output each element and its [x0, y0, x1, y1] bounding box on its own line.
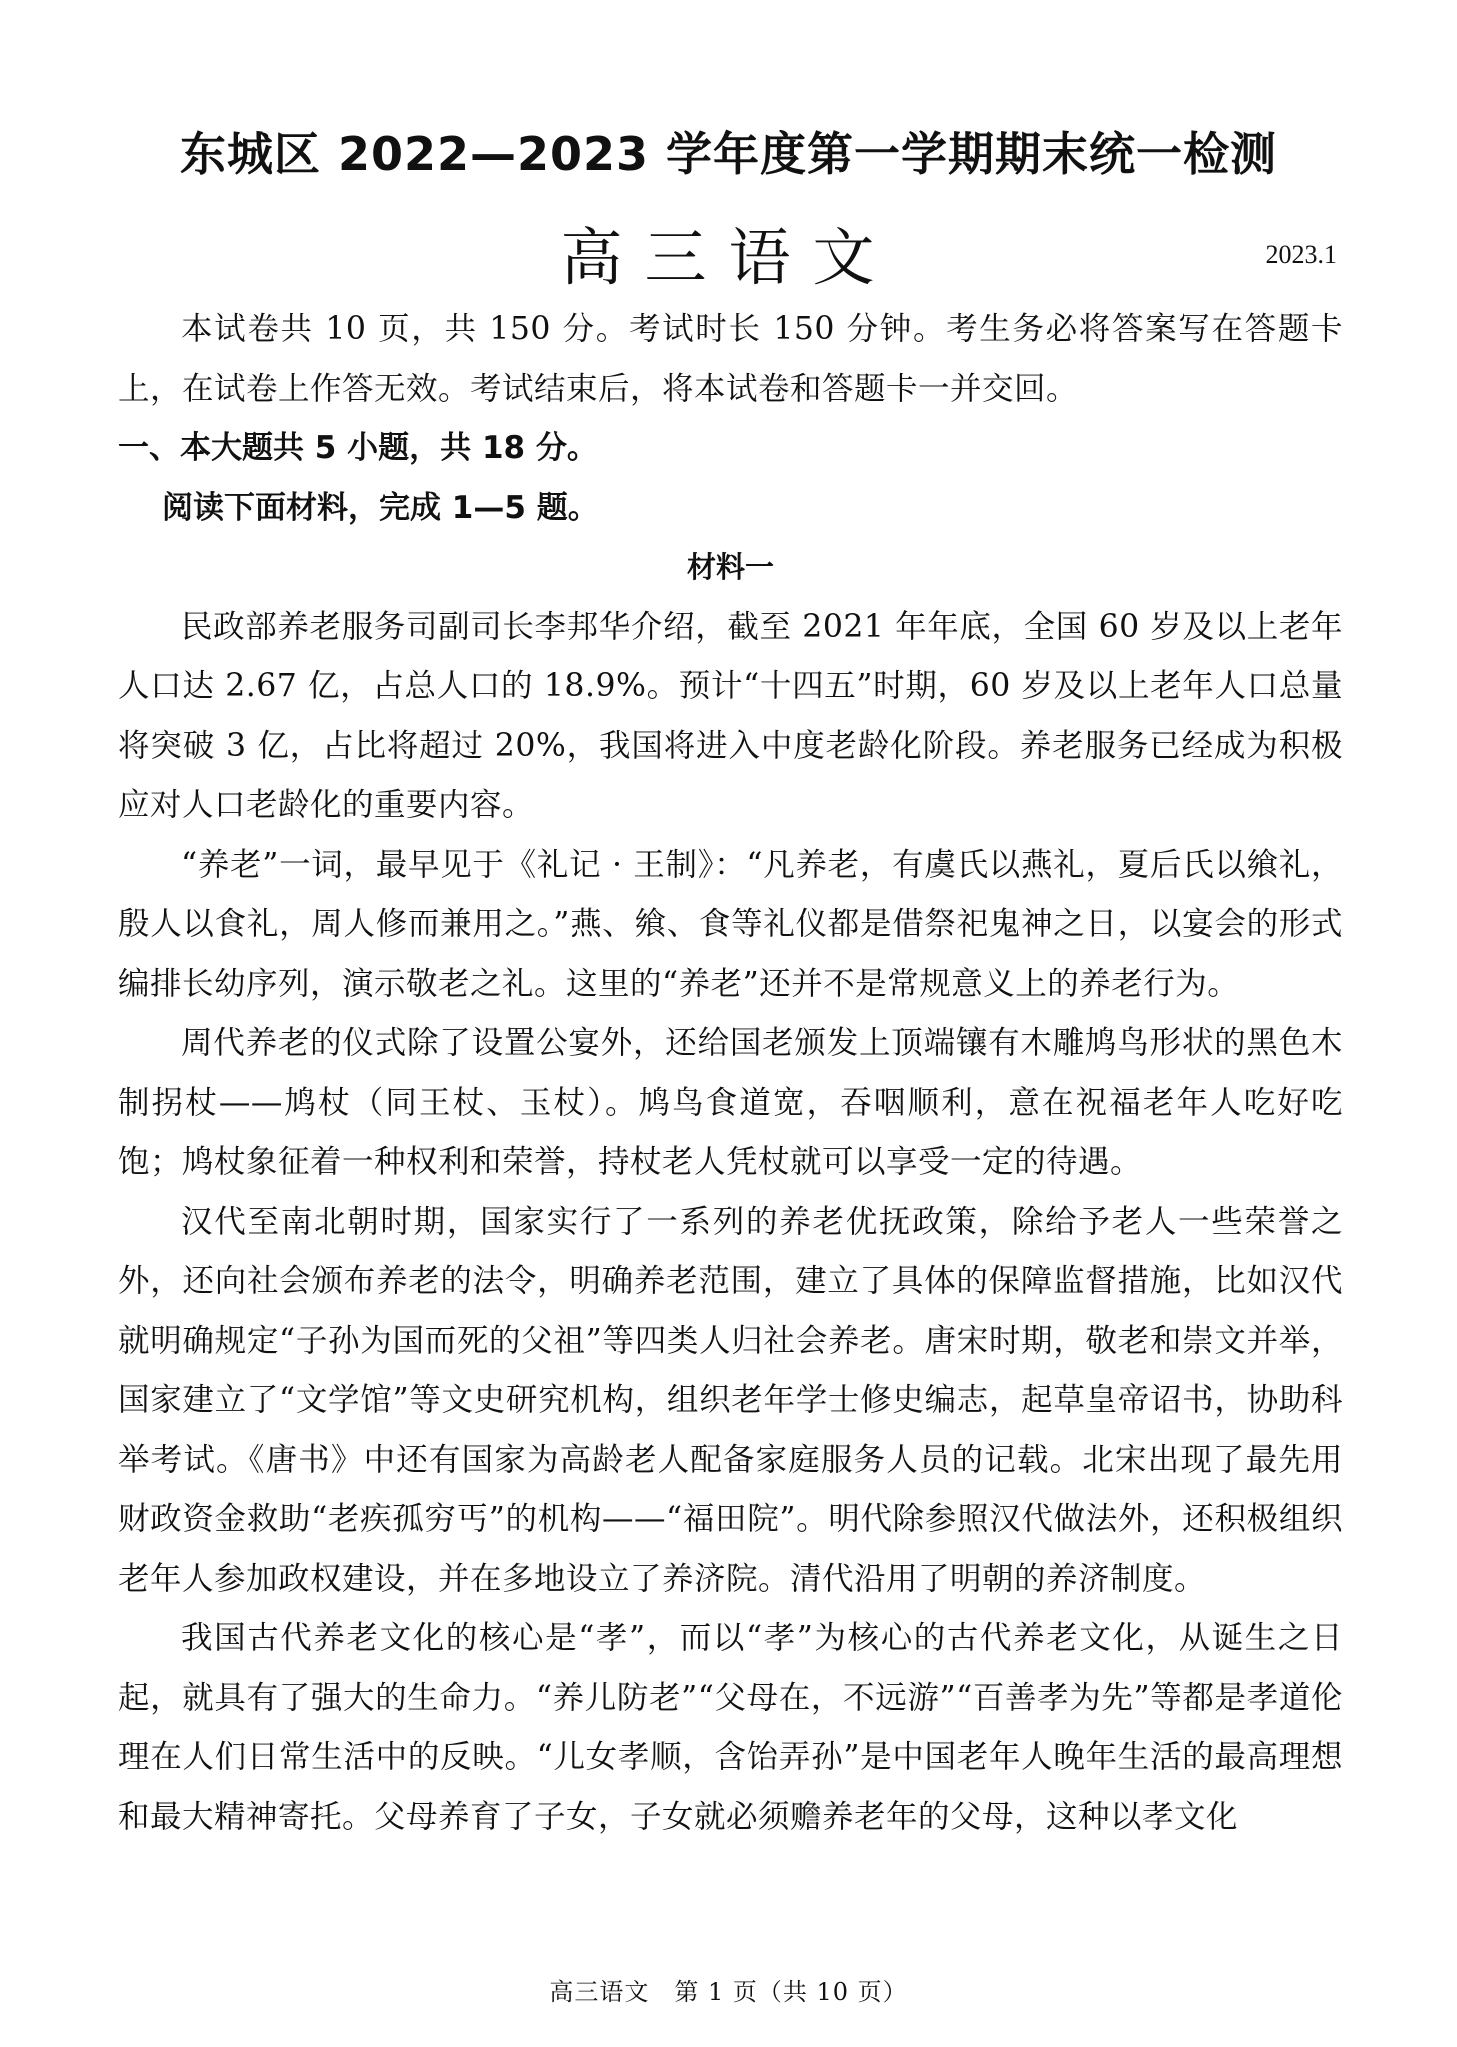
- material-title: 材料一: [686, 550, 774, 584]
- material-paragraph-3: 周代养老的仪式除了设置公宴外，还给国老颁发上顶端镶有木雕鸠鸟形状的黑色木制拐杖——鸠杖（同王杖、玉杖）。鸠鸟食道宽，吞咽顺利，意在祝福老年人吃好吃饱；鸠杖象征着一种权利和荣誉，持杖老人凭杖就可以享受一定的待遇。: [118, 1025, 1343, 1180]
- exam-body: [118, 300, 1343, 1847]
- material-paragraph-4: 汉代至南北朝时期，国家实行了一系列的养老优抚政策，除给予老人一些荣誉之外，还向社会颁布养老的法令，明确养老范围，建立了具体的保障监督措施，比如汉代就明确规定“子孙为国而死的父祖”等四类人归社会养老。唐宋时期，敬老和崇文并举，国家建立了“文学馆”等文史研究机构，组织老年学士修史编志，起草皇帝诏书，协助科举考试。《唐书》中还有国家为高龄老人配备家庭服务人员的记载。北宋出现了最先用财政资金救助“老疾孤穷丐”的机构——“福田院”。明代除参照汉代做法外，还积极组织老年人参加政权建设，并在多地设立了养济院。清代沿用了明朝的养济制度。: [118, 1203, 1343, 1597]
- material-paragraph-5: 我国古代养老文化的核心是“孝”，而以“孝”为核心的古代养老文化，从诞生之日起，就具有了强大的生命力。“养儿防老”“父母在，不远游”“百善孝为先”等都是孝道伦理在人们日常生活中的反映。“儿女孝顺，含饴弄孙”是中国老年人晚年生活的最高理想和最大精神寄托。父母养育了子女，子女就必须赡养老年的父母，这种以孝文化: [118, 1620, 1343, 1835]
- section-heading: 一、本大题共 5 小题，共 18 分。: [118, 430, 598, 466]
- material-paragraph-2: “养老”一词，最早见于《礼记 · 王制》：“凡养老，有虞氏以燕礼，夏后氏以飨礼，殷人以食礼，周人修而兼用之。”燕、飨、食等礼仪都是借祭祀鬼神之日，以宴会的形式编排长幼序列，演示敬老之礼。这里的“养老”还并不是常规意义上的养老行为。: [118, 846, 1343, 1002]
- exam-notice: 本试卷共 10 页，共 150 分。考试时长 150 分钟。考生务必将答案写在答题卡上，在试卷上作答无效。考试结束后，将本试卷和答题卡一并交回。: [118, 311, 1343, 407]
- page-footer: 高三语文 第 1 页（共 10 页）: [549, 1978, 908, 2006]
- subject-title: 高三语文: [560, 221, 897, 294]
- section-instruction: 阅读下面材料，完成 1—5 题。: [162, 489, 599, 526]
- material-paragraph-1: 民政部养老服务司副司长李邦华介绍，截至 2021 年年底，全国 60 岁及以上老年人口达 2.67 亿，占总人口的 18.9%。预计“十四五”时期，60 岁及以上老年人口总量将突破 3 亿，占比将超过 20%，我国将进入中度老龄化阶段。养老服务已经成为积极应对人口老龄化的重要内容。: [118, 608, 1343, 823]
- exam-title: 东城区 2022—2023 学年度第一学期期末统一检测: [179, 127, 1278, 181]
- exam-date: 2023.1: [1265, 240, 1337, 269]
